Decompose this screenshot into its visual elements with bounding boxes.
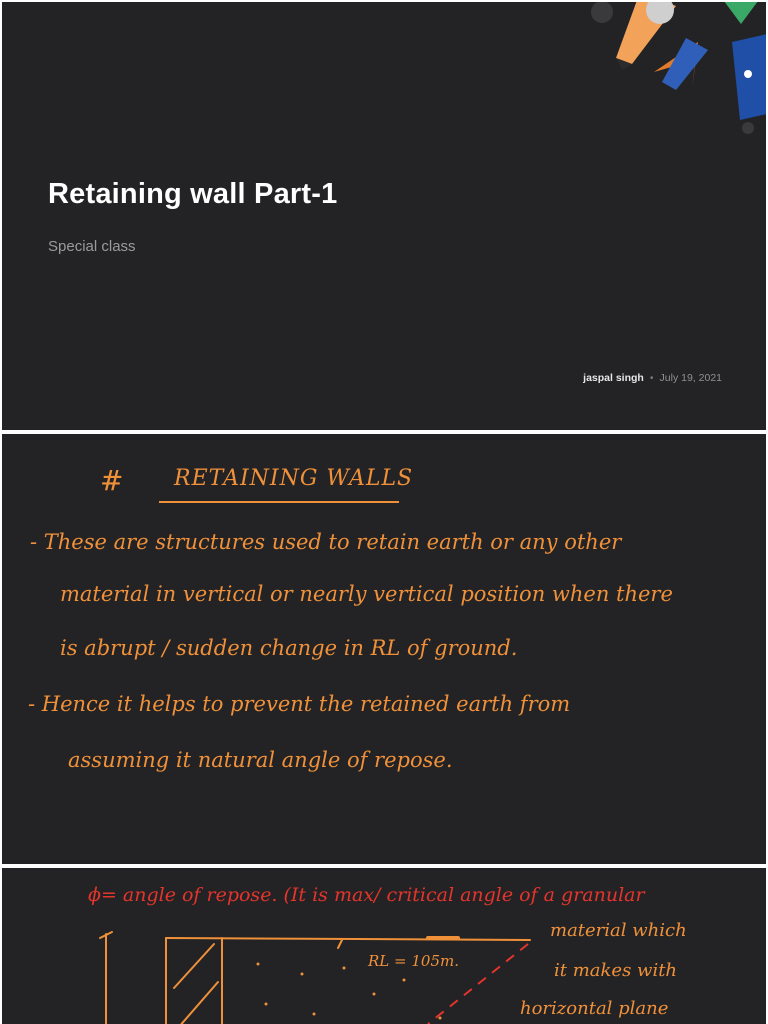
wall-hatch-2: [178, 982, 218, 1024]
heading-underline: [159, 501, 399, 503]
note-line-1: - These are structures used to retain earth or any other: [30, 530, 622, 554]
ground-surface-line: [166, 938, 530, 940]
repose-angle-line: [428, 944, 528, 1024]
presentation-title: Retaining wall Part-1: [48, 178, 338, 210]
publish-date: July 19, 2021: [659, 372, 722, 384]
rl-marker: [338, 940, 342, 948]
presentation-subtitle: Special class: [48, 238, 136, 255]
side-note-line-1: material which: [550, 920, 687, 941]
heading-mark: #: [100, 464, 124, 497]
notes-heading: RETAINING WALLS: [174, 466, 414, 491]
side-note-line-2: it makes with: [554, 960, 678, 981]
definition-line: ϕ= angle of repose. (It is max/ critical angle of a granular: [88, 884, 645, 906]
wall-hatch-1: [174, 944, 214, 988]
title-slide: [2, 2, 766, 430]
retaining-wall-sketch: [2, 868, 766, 1024]
note-line-3: is abrupt / sudden change in RL of ground.: [60, 636, 518, 660]
note-line-4: - Hence it helps to prevent the retained earth from: [28, 692, 571, 716]
notes-slide-retaining-walls: [2, 434, 766, 864]
rl-label: RL = 105m.: [368, 952, 459, 970]
notes-slide-angle-of-repose: [2, 868, 766, 1024]
author-name: jaspal singh: [583, 372, 644, 384]
soil-dots: [257, 963, 442, 1020]
decorative-pencils-illustration: [536, 2, 766, 162]
byline-separator: •: [649, 372, 654, 384]
byline: [583, 372, 722, 384]
note-line-5: assuming it natural angle of repose.: [68, 748, 453, 772]
note-line-2: material in vertical or nearly vertical position when there: [60, 582, 673, 606]
side-note-line-3: horizontal plane: [520, 998, 669, 1019]
